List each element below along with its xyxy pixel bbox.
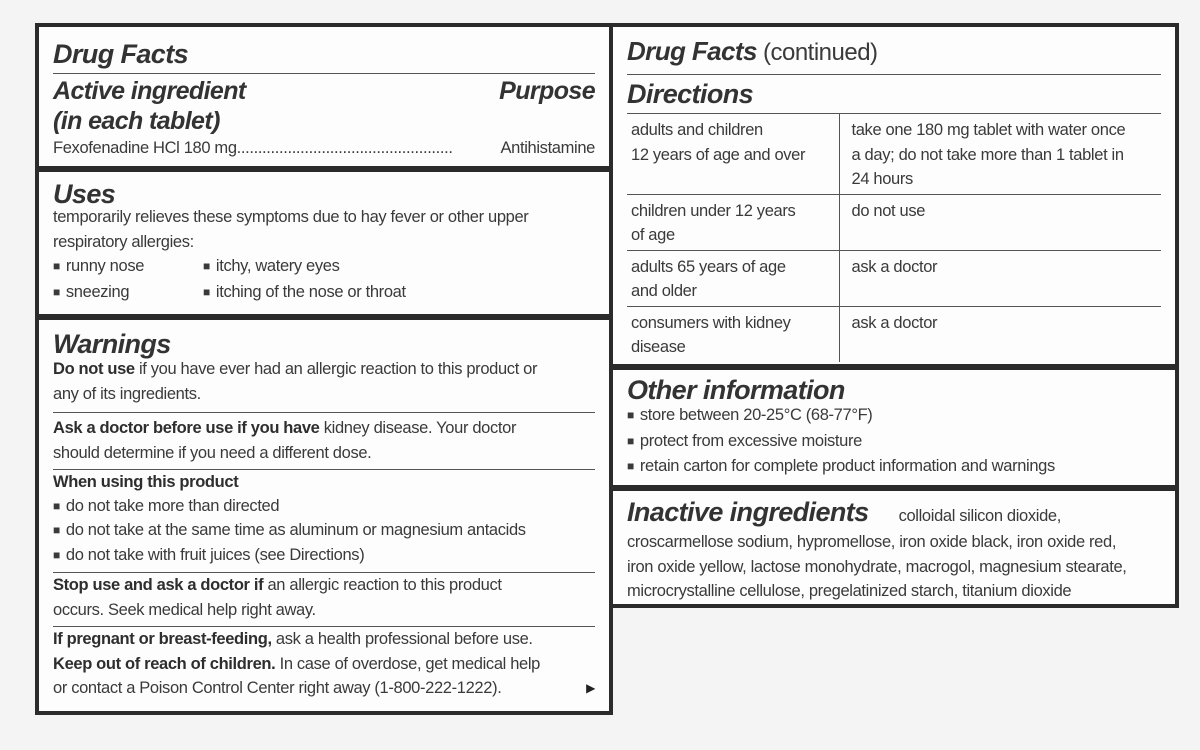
directions-dose-cell [839, 306, 1161, 362]
warning-text: kidney disease. Your doctor [319, 419, 517, 437]
age-group-text: adults and children [631, 121, 763, 139]
active-ingredient-section [39, 35, 609, 161]
directions-section [613, 33, 1175, 362]
drug-facts-right-panel [609, 23, 1179, 608]
other-information-title: Other information [627, 375, 845, 405]
continue-arrow-icon: ▶ [586, 681, 595, 695]
stop-use-label: Stop use and ask a doctor if [53, 576, 264, 594]
uses-bullet: ■ itching of the nose or throat [203, 280, 406, 306]
directions-age-cell [627, 306, 839, 362]
age-group-text: 12 years of age and over [631, 145, 806, 164]
when-using-label: When using this product [53, 473, 239, 491]
other-information-section [613, 373, 1175, 480]
uses-bullet: ■ runny nose [53, 254, 203, 280]
continued-suffix: (continued) [756, 39, 878, 66]
warning-text: if you have ever had an allergic reaction to this product or [134, 360, 538, 378]
uses-section [39, 177, 609, 305]
leader-dots: ................................................... [236, 139, 453, 157]
inactive-text: croscarmellose sodium, hypromellose, iron oxide black, iron oxide red, [627, 533, 1117, 551]
inactive-text: colloidal silicon dioxide, [898, 507, 1061, 525]
ingredient-name: Fexofenadine HCl 180 mg [53, 139, 237, 157]
dosage-text: a day; do not take more than 1 tablet in [851, 145, 1124, 164]
age-group-text: of age [631, 226, 675, 244]
purpose-heading: Purpose [499, 77, 595, 105]
warning-text: In case of overdose, get medical help [275, 654, 540, 673]
ask-doctor-label: Ask a doctor before use if you have [53, 419, 320, 437]
warning-text: occurs. Seek medical help right away. [53, 600, 316, 619]
uses-title: Uses [53, 179, 116, 209]
inactive-text: microcrystalline cellulose, pregelatinized starch, titanium dioxide [627, 582, 1072, 600]
warning-text: should determine if you need a different dose. [53, 443, 372, 462]
age-group-text: adults 65 years of age [631, 257, 786, 276]
age-group-text: and older [631, 282, 697, 300]
other-info-bullet: ■ store between 20-25°C (68-77°F) [627, 403, 1161, 429]
age-group-text: disease [631, 338, 686, 356]
directions-age-cell [627, 114, 839, 195]
directions-table [627, 113, 1161, 362]
directions-dose-cell [839, 250, 1161, 306]
uses-bullet: ■ itchy, watery eyes [203, 254, 340, 280]
dosage-text: ask a doctor [851, 257, 938, 276]
directions-row [627, 250, 1161, 306]
age-group-text: children under 12 years [631, 201, 796, 220]
do-not-use-label: Do not use [53, 360, 135, 378]
directions-dose-cell [839, 114, 1161, 195]
dosage-text: 24 hours [851, 170, 913, 188]
directions-dose-cell [839, 194, 1161, 250]
dosage-text: do not use [851, 201, 926, 220]
warnings-section [39, 325, 609, 701]
warning-bullet: ■ do not take at the same time as aluminum or magnesium antacids [53, 519, 595, 544]
pregnant-label: If pregnant or breast-feeding, [53, 630, 272, 648]
directions-age-cell [627, 194, 839, 250]
warning-text: ask a health professional before use. [271, 630, 533, 648]
directions-row [627, 306, 1161, 362]
other-info-bullet: ■ retain carton for complete product information and warnings [627, 454, 1161, 480]
uses-text: temporarily relieves these symptoms due to hay fever or other upper [53, 208, 529, 226]
inactive-ingredients-section [613, 495, 1175, 604]
dosage-text: ask a doctor [851, 313, 938, 332]
other-info-bullet: ■ protect from excessive moisture [627, 429, 1161, 455]
directions-row [627, 114, 1161, 195]
warning-text: any of its ingredients. [53, 384, 201, 403]
age-group-text: consumers with kidney [631, 313, 791, 332]
directions-row [627, 194, 1161, 250]
inactive-ingredients-title: Inactive ingredients [627, 497, 869, 527]
directions-age-cell [627, 250, 839, 306]
drug-facts-left-panel [35, 23, 613, 715]
warnings-title: Warnings [53, 329, 171, 359]
active-ingredient-heading: Active ingredient [53, 77, 246, 105]
keep-out-label: Keep out of reach of children. [53, 654, 276, 673]
inactive-text: iron oxide yellow, lactose monohydrate, macrogol, magnesium stearate, [627, 557, 1127, 576]
warning-bullet: ■ do not take more than directed [53, 495, 595, 520]
warning-bullet: ■ do not take with fruit juices (see Directions) [53, 544, 595, 569]
uses-bullet: ■ sneezing [53, 280, 203, 306]
drug-facts-title: Drug Facts [53, 39, 189, 69]
ingredient-purpose: Antihistamine [500, 139, 595, 157]
warning-text: or contact a Poison Control Center right away (1-800-222-1222). [53, 679, 502, 697]
uses-text: respiratory allergies: [53, 232, 194, 251]
active-ingredient-subheading: (in each tablet) [53, 107, 220, 135]
warning-text: an allergic reaction to this product [263, 576, 502, 594]
directions-title: Directions [627, 79, 754, 109]
dosage-text: take one 180 mg tablet with water once [851, 121, 1126, 139]
continued-title: Drug Facts [627, 36, 757, 66]
